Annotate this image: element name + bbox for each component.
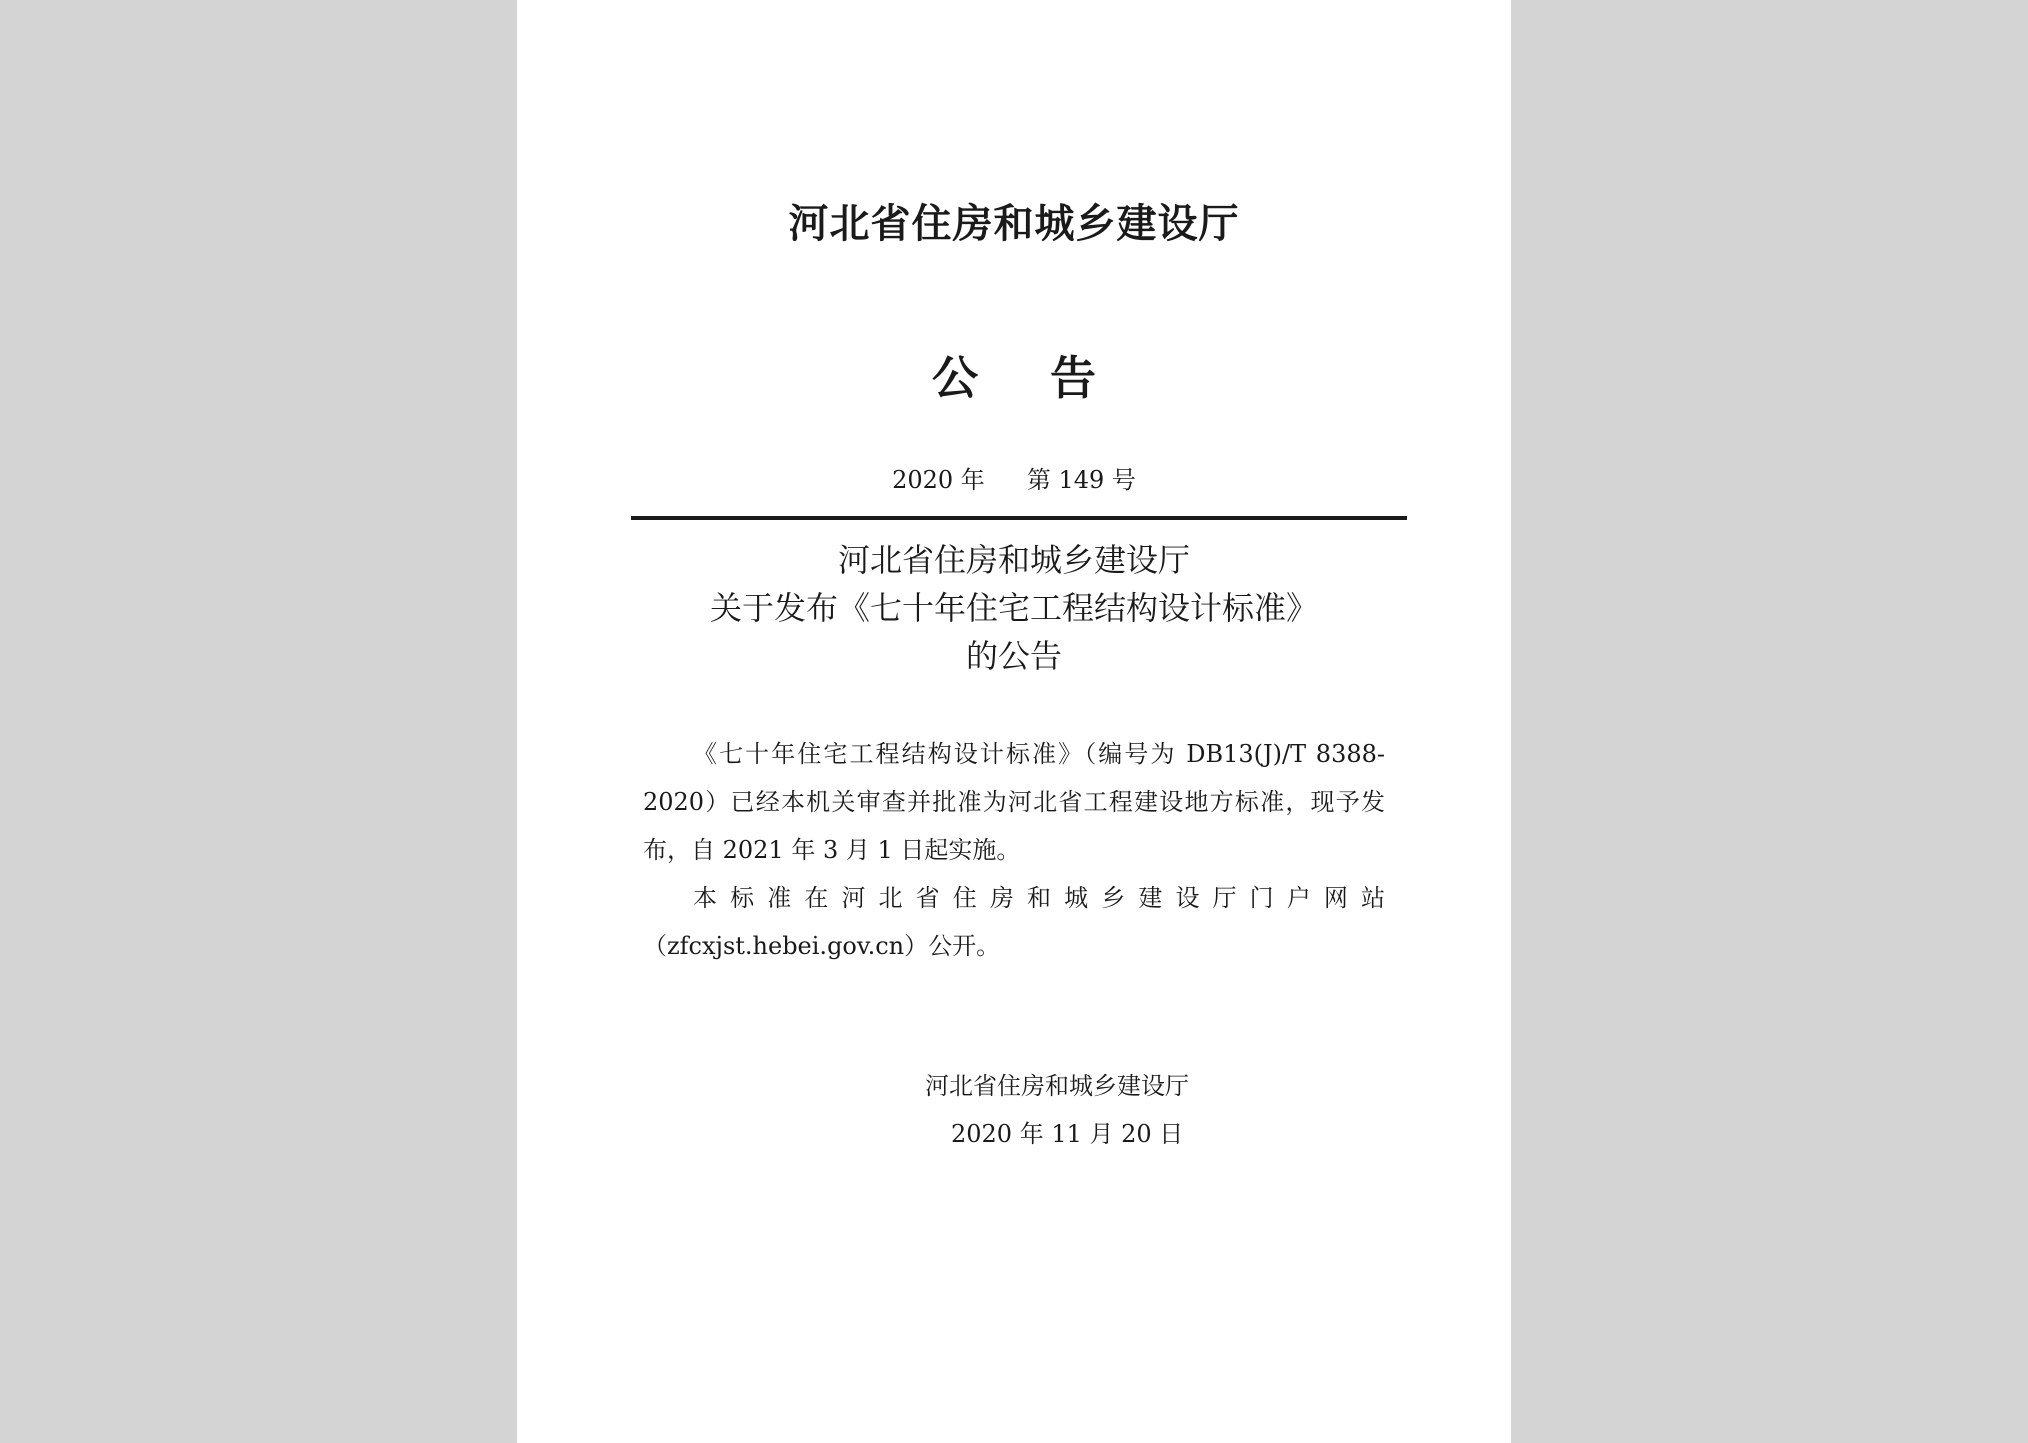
body-paragraph-2: 本标准在河北省住房和城乡建设厅门户网站（zfcxjst.hebei.gov.cn）公开。	[643, 884, 1385, 960]
notice-title-char-1: 公	[932, 351, 978, 405]
notice-subject	[517, 536, 1511, 680]
notice-year: 2020 年	[892, 466, 985, 494]
notice-body	[643, 730, 1385, 970]
agency-title: 河北省住房和城乡建设厅	[788, 200, 1240, 247]
subject-line-2: 关于发布《七十年住宅工程结构设计标准》	[709, 589, 1318, 627]
signature-block	[925, 1062, 1285, 1158]
signature-agency: 河北省住房和城乡建设厅	[925, 1072, 1189, 1100]
notice-title	[517, 348, 1511, 408]
subject-line-1: 河北省住房和城乡建设厅	[837, 541, 1190, 579]
document-page	[517, 0, 1511, 1443]
header-divider	[631, 516, 1407, 520]
body-paragraph-1: 《七十年住宅工程结构设计标准》（编号为 DB13(J)/T 8388-2020）已经本机关审查并批准为河北省工程建设地方标准，现予发布，自 2021 年 3 月 1 日起实施。	[643, 740, 1385, 864]
notice-title-char-2: 告	[1050, 351, 1096, 405]
notice-serial-number: 第 149 号	[1026, 466, 1136, 494]
signature-date: 2020 年 11 月 20 日	[951, 1120, 1184, 1148]
notice-number	[517, 462, 1511, 498]
subject-line-3: 的公告	[965, 637, 1062, 675]
